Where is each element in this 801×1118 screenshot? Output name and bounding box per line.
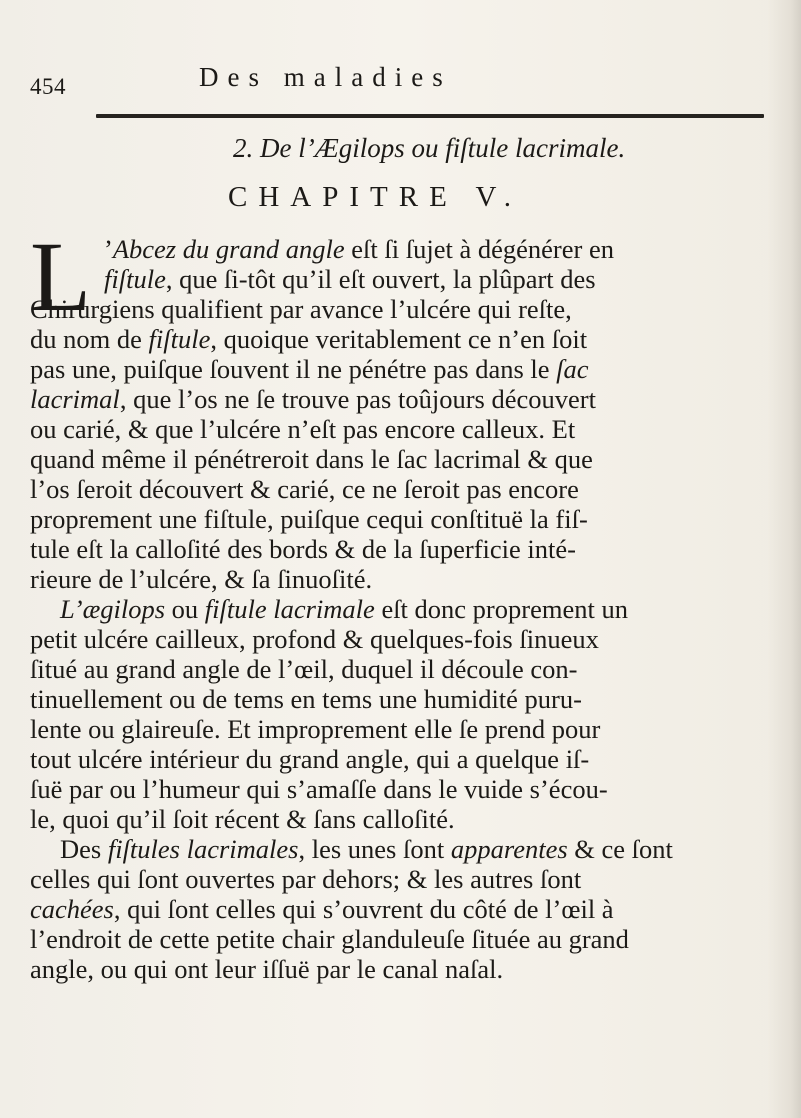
text-line: petit ulcére cailleux, profond & quelques-fois ſinueux [30, 624, 599, 654]
text-line: lacrimal, que l’os ne ſe trouve pas toûjours découvert [30, 384, 596, 414]
text-line: l’endroit de cette petite chair glanduleuſe ſituée au grand [30, 924, 629, 954]
text-line: Des fiſtules lacrimales, les unes ſont apparentes & ce ſont [60, 834, 673, 864]
text-line: quand même il pénétreroit dans le ſac lacrimal & que [30, 444, 593, 474]
text-line: ſuë par ou l’humeur qui s’amaſſe dans le vuide s’écou- [30, 774, 608, 804]
text-line: tout ulcére intérieur du grand angle, qui a quelque iſ- [30, 744, 590, 774]
text-line: du nom de fiſtule, quoique veritablement ce n’en ſoit [30, 324, 588, 354]
running-head: Des maladies [199, 62, 452, 92]
text-line: Chirurgiens qualifient par avance l’ulcére qui reſte, [30, 294, 572, 324]
drop-cap: L [30, 221, 92, 332]
section-title: 2. De l’Ægilops ou fiſtule lacrimale. [233, 133, 626, 163]
text-line: fiſtule, que ſi-tôt qu’il eſt ouvert, la plûpart des [104, 264, 596, 294]
text-line: ’Abcez du grand angle eſt ſi ſujet à dégénérer en [104, 234, 614, 264]
text-line: l’os ſeroit découvert & carié, ce ne ſeroit pas encore [30, 474, 579, 504]
text-line: cachées, qui ſont celles qui s’ouvrent du côté de l’œil à [30, 894, 614, 924]
text-line: celles qui ſont ouvertes par dehors; & les autres ſont [30, 864, 582, 894]
page-edge-shadow [767, 0, 801, 1118]
header-rule [96, 114, 764, 118]
text-line: ou carié, & que l’ulcére n’eſt pas encore calleux. Et [30, 414, 576, 444]
text-line: L’ægilops ou fiſtule lacrimale eſt donc proprement un [60, 594, 628, 624]
text-line: rieure de l’ulcére, & ſa ſinuoſité. [30, 564, 373, 594]
text-line: tinuellement ou de tems en tems une humidité puru- [30, 684, 582, 714]
chapter-heading: CHAPITRE V. [228, 181, 522, 213]
text-line: le, quoi qu’il ſoit récent & ſans calloſité. [30, 804, 455, 834]
text-line: angle, ou qui ont leur iſſuë par le canal naſal. [30, 954, 504, 984]
text-line: pas une, puiſque ſouvent il ne pénétre pas dans le ſac [30, 354, 589, 384]
text-line: ſitué au grand angle de l’œil, duquel il découle con- [30, 654, 578, 684]
page-number: 454 [30, 74, 66, 99]
text-line: lente ou glaireuſe. Et improprement elle ſe prend pour [30, 714, 601, 744]
text-line: tule eſt la calloſité des bords & de la ſuperficie inté- [30, 534, 576, 564]
text-line: proprement une fiſtule, puiſque cequi conſtituë la fiſ- [30, 504, 588, 534]
